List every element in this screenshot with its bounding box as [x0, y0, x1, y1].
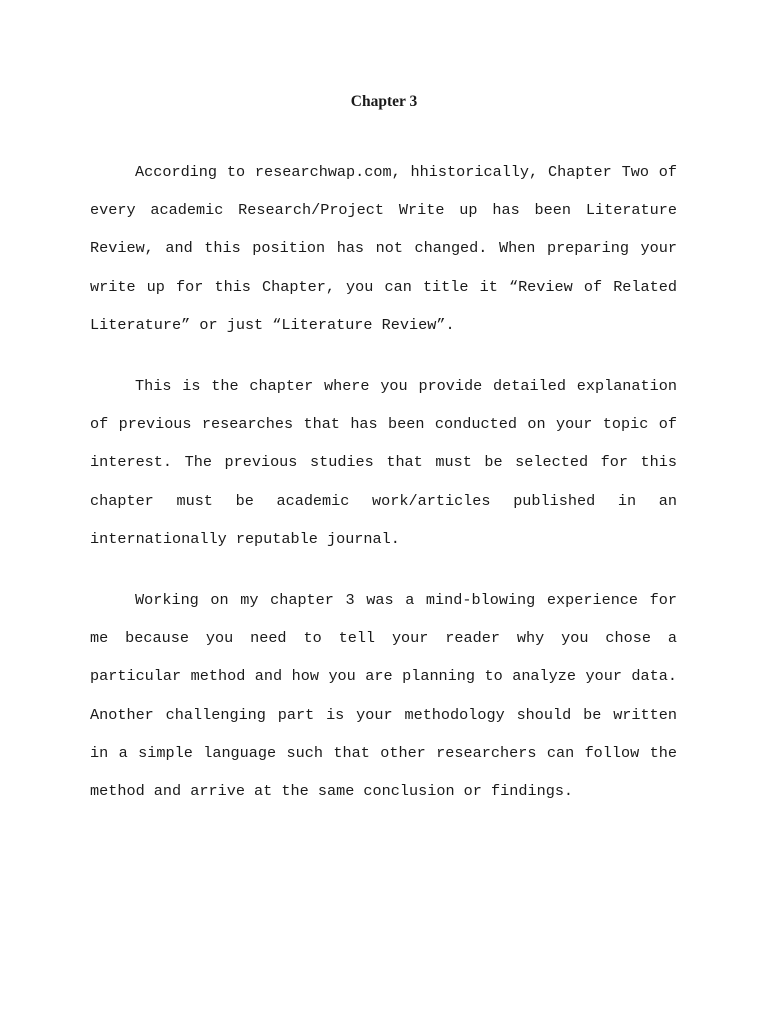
paragraph-2: This is the chapter where you provide detailed explanation of previous researches that has been conducted on your topic of interest. The previous studies that must be selected for this chapter must be academic work/articles published in an internationally reputable journal.: [90, 377, 677, 548]
document-body: [90, 153, 677, 833]
paragraph-1: According to researchwap.com, hhistorically, Chapter Two of every academic Research/Project Write up has been Literature Review, and this position has not changed. When preparing your write up for this Chapter, you can title it “Review of Related Literature” or just “Literature Review”.: [90, 163, 677, 334]
chapter-heading: Chapter 3: [350, 93, 418, 110]
paragraph-3: Working on my chapter 3 was a mind-blowing experience for me because you need to tell your reader why you chose a particular method and how you are planning to analyze your data. Another challenging part is your methodology should be written in a simple language such that other researchers can follow the method and arrive at the same conclusion or findings.: [90, 591, 677, 801]
